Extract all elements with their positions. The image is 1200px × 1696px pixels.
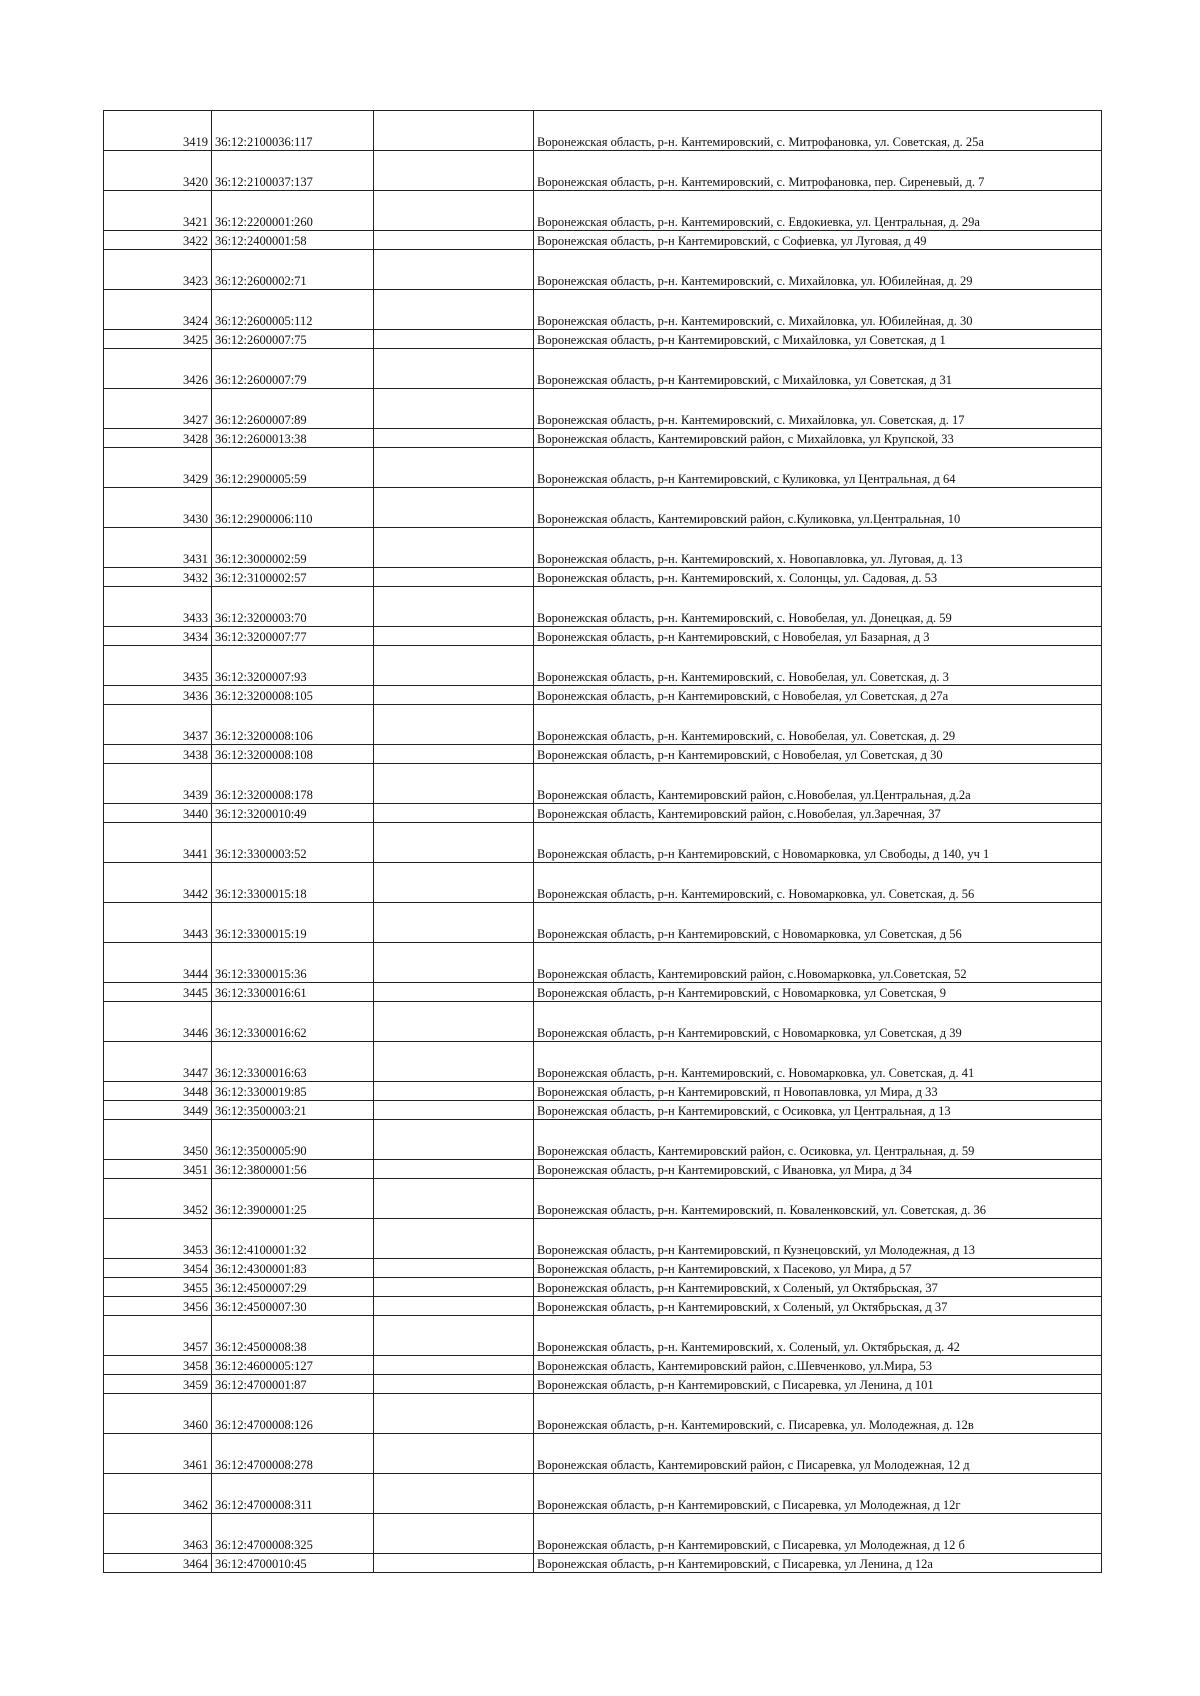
row-number-cell: 3443 <box>104 903 212 943</box>
row-number-cell: 3426 <box>104 349 212 389</box>
address-cell: Воронежская область, р-н. Кантемировский, с. Новобелая, ул. Донецкая, д. 59 <box>534 587 1102 627</box>
empty-cell <box>374 1514 534 1554</box>
row-number-cell: 3440 <box>104 804 212 823</box>
cadastral-number-cell: 36:12:3200007:93 <box>212 646 374 686</box>
empty-cell <box>374 429 534 448</box>
row-number-cell: 3456 <box>104 1297 212 1316</box>
cadastral-number-cell: 36:12:3200008:178 <box>212 764 374 804</box>
address-cell: Воронежская область, Кантемировский район, с.Новомарковка, ул.Советская, 52 <box>534 943 1102 983</box>
cadastral-number-cell: 36:12:4100001:32 <box>212 1219 374 1259</box>
address-cell: Воронежская область, Кантемировский район, с.Новобелая, ул.Заречная, 37 <box>534 804 1102 823</box>
address-cell: Воронежская область, р-н Кантемировский, с Софиевка, ул Луговая, д 49 <box>534 231 1102 250</box>
cadastral-number-cell: 36:12:3300016:61 <box>212 983 374 1002</box>
row-number-cell: 3460 <box>104 1394 212 1434</box>
cadastral-number-cell: 36:12:2600007:89 <box>212 389 374 429</box>
address-cell: Воронежская область, р-н Кантемировский, с Писаревка, ул Ленина, д 101 <box>534 1375 1102 1394</box>
table-row <box>104 823 1102 863</box>
table-row <box>104 330 1102 349</box>
table-row <box>104 1394 1102 1434</box>
table-row <box>104 1042 1102 1082</box>
address-cell: Воронежская область, Кантемировский район, с. Осиковка, ул. Центральная, д. 59 <box>534 1120 1102 1160</box>
row-number-cell: 3438 <box>104 745 212 764</box>
row-number-cell: 3455 <box>104 1278 212 1297</box>
table-row <box>104 389 1102 429</box>
empty-cell <box>374 151 534 191</box>
cadastral-number-cell: 36:12:2600005:112 <box>212 290 374 330</box>
cadastral-number-cell: 36:12:3200008:105 <box>212 686 374 705</box>
empty-cell <box>374 1375 534 1394</box>
cadastral-number-cell: 36:12:4500007:30 <box>212 1297 374 1316</box>
table-row <box>104 349 1102 389</box>
address-cell: Воронежская область, р-н. Кантемировский, с. Михайловка, ул. Юбилейная, д. 29 <box>534 250 1102 290</box>
address-cell: Воронежская область, р-н Кантемировский, х Соленый, ул Октябрьская, 37 <box>534 1278 1102 1297</box>
empty-cell <box>374 1434 534 1474</box>
cadastral-number-cell: 36:12:4700008:278 <box>212 1434 374 1474</box>
table-row <box>104 1474 1102 1514</box>
empty-cell <box>374 686 534 705</box>
address-cell: Воронежская область, р-н. Кантемировский, с. Писаревка, ул. Молодежная, д. 12в <box>534 1394 1102 1434</box>
empty-cell <box>374 448 534 488</box>
row-number-cell: 3437 <box>104 705 212 745</box>
empty-cell <box>374 1316 534 1356</box>
address-cell: Воронежская область, р-н Кантемировский, с Новомарковка, ул Советская, 9 <box>534 983 1102 1002</box>
address-cell: Воронежская область, р-н Кантемировский, с Новомарковка, ул Свободы, д 140, уч 1 <box>534 823 1102 863</box>
address-cell: Воронежская область, р-н Кантемировский, с Осиковка, ул Центральная, д 13 <box>534 1101 1102 1120</box>
cadastral-number-cell: 36:12:3200008:106 <box>212 705 374 745</box>
table-row <box>104 1434 1102 1474</box>
address-cell: Воронежская область, р-н Кантемировский, с Михайловка, ул Советская, д 1 <box>534 330 1102 349</box>
table-row <box>104 764 1102 804</box>
table-row <box>104 1554 1102 1573</box>
address-cell: Воронежская область, р-н. Кантемировский, с. Новобелая, ул. Советская, д. 3 <box>534 646 1102 686</box>
empty-cell <box>374 290 534 330</box>
address-cell: Воронежская область, р-н. Кантемировский, х. Солонцы, ул. Садовая, д. 53 <box>534 568 1102 587</box>
row-number-cell: 3430 <box>104 488 212 528</box>
table-row <box>104 1219 1102 1259</box>
table-row <box>104 1101 1102 1120</box>
cadastral-number-cell: 36:12:4500008:38 <box>212 1316 374 1356</box>
address-cell: Воронежская область, р-н. Кантемировский, с. Новомарковка, ул. Советская, д. 56 <box>534 863 1102 903</box>
row-number-cell: 3445 <box>104 983 212 1002</box>
row-number-cell: 3434 <box>104 627 212 646</box>
table-row <box>104 250 1102 290</box>
empty-cell <box>374 983 534 1002</box>
table-row <box>104 488 1102 528</box>
empty-cell <box>374 764 534 804</box>
table-row <box>104 1002 1102 1042</box>
table-row <box>104 111 1102 151</box>
cadastral-number-cell: 36:12:2900006:110 <box>212 488 374 528</box>
table-row <box>104 231 1102 250</box>
address-cell: Воронежская область, р-н Кантемировский, с Новомарковка, ул Советская, д 56 <box>534 903 1102 943</box>
empty-cell <box>374 1179 534 1219</box>
row-number-cell: 3423 <box>104 250 212 290</box>
empty-cell <box>374 587 534 627</box>
empty-cell <box>374 528 534 568</box>
row-number-cell: 3442 <box>104 863 212 903</box>
property-table <box>103 110 1102 1573</box>
address-cell: Воронежская область, р-н. Кантемировский, с. Новомарковка, ул. Советская, д. 41 <box>534 1042 1102 1082</box>
row-number-cell: 3449 <box>104 1101 212 1120</box>
address-cell: Воронежская область, р-н Кантемировский, х Пасеково, ул Мира, д 57 <box>534 1259 1102 1278</box>
empty-cell <box>374 705 534 745</box>
address-cell: Воронежская область, р-н. Кантемировский, х. Новопавловка, ул. Луговая, д. 13 <box>534 528 1102 568</box>
address-cell: Воронежская область, р-н Кантемировский, с Михайловка, ул Советская, д 31 <box>534 349 1102 389</box>
empty-cell <box>374 330 534 349</box>
address-cell: Воронежская область, р-н Кантемировский, с Новобелая, ул Советская, д 27а <box>534 686 1102 705</box>
table-row <box>104 587 1102 627</box>
row-number-cell: 3436 <box>104 686 212 705</box>
cadastral-number-cell: 36:12:2600007:79 <box>212 349 374 389</box>
empty-cell <box>374 250 534 290</box>
table-row <box>104 1179 1102 1219</box>
address-cell: Воронежская область, р-н Кантемировский, с Писаревка, ул Молодежная, д 12г <box>534 1474 1102 1514</box>
address-cell: Воронежская область, р-н Кантемировский, с Ивановка, ул Мира, д 34 <box>534 1160 1102 1179</box>
empty-cell <box>374 389 534 429</box>
empty-cell <box>374 1042 534 1082</box>
cadastral-number-cell: 36:12:2100036:117 <box>212 111 374 151</box>
empty-cell <box>374 1219 534 1259</box>
cadastral-number-cell: 36:12:3300019:85 <box>212 1082 374 1101</box>
empty-cell <box>374 943 534 983</box>
row-number-cell: 3462 <box>104 1474 212 1514</box>
row-number-cell: 3431 <box>104 528 212 568</box>
address-cell: Воронежская область, р-н Кантемировский, с Писаревка, ул Молодежная, д 12 б <box>534 1514 1102 1554</box>
address-cell: Воронежская область, р-н Кантемировский, п Новопавловка, ул Мира, д 33 <box>534 1082 1102 1101</box>
row-number-cell: 3428 <box>104 429 212 448</box>
row-number-cell: 3422 <box>104 231 212 250</box>
row-number-cell: 3441 <box>104 823 212 863</box>
address-cell: Воронежская область, р-н. Кантемировский, п. Коваленковский, ул. Советская, д. 36 <box>534 1179 1102 1219</box>
address-cell: Воронежская область, р-н Кантемировский, с Писаревка, ул Ленина, д 12а <box>534 1554 1102 1573</box>
cadastral-number-cell: 36:12:4700008:325 <box>212 1514 374 1554</box>
cadastral-number-cell: 36:12:2900005:59 <box>212 448 374 488</box>
cadastral-number-cell: 36:12:2200001:260 <box>212 191 374 231</box>
cadastral-number-cell: 36:12:3300015:19 <box>212 903 374 943</box>
cadastral-number-cell: 36:12:4600005:127 <box>212 1356 374 1375</box>
row-number-cell: 3457 <box>104 1316 212 1356</box>
row-number-cell: 3459 <box>104 1375 212 1394</box>
empty-cell <box>374 1160 534 1179</box>
row-number-cell: 3425 <box>104 330 212 349</box>
row-number-cell: 3421 <box>104 191 212 231</box>
row-number-cell: 3452 <box>104 1179 212 1219</box>
table-row <box>104 1514 1102 1554</box>
empty-cell <box>374 823 534 863</box>
cadastral-number-cell: 36:12:3300016:62 <box>212 1002 374 1042</box>
empty-cell <box>374 349 534 389</box>
table-row <box>104 1356 1102 1375</box>
cadastral-number-cell: 36:12:3000002:59 <box>212 528 374 568</box>
row-number-cell: 3451 <box>104 1160 212 1179</box>
address-cell: Воронежская область, Кантемировский район, с Писаревка, ул Молодежная, 12 д <box>534 1434 1102 1474</box>
row-number-cell: 3420 <box>104 151 212 191</box>
empty-cell <box>374 488 534 528</box>
row-number-cell: 3432 <box>104 568 212 587</box>
table-row <box>104 1316 1102 1356</box>
table-row <box>104 1259 1102 1278</box>
row-number-cell: 3419 <box>104 111 212 151</box>
cadastral-number-cell: 36:12:3900001:25 <box>212 1179 374 1219</box>
table-row <box>104 1120 1102 1160</box>
empty-cell <box>374 231 534 250</box>
empty-cell <box>374 568 534 587</box>
table-row <box>104 290 1102 330</box>
property-table-body <box>104 111 1102 1573</box>
address-cell: Воронежская область, р-н. Кантемировский, с. Митрофановка, ул. Советская, д. 25а <box>534 111 1102 151</box>
cadastral-number-cell: 36:12:4700010:45 <box>212 1554 374 1573</box>
table-row <box>104 863 1102 903</box>
empty-cell <box>374 1394 534 1434</box>
table-row <box>104 627 1102 646</box>
table-row <box>104 983 1102 1002</box>
table-row <box>104 686 1102 705</box>
table-row <box>104 943 1102 983</box>
row-number-cell: 3454 <box>104 1259 212 1278</box>
cadastral-number-cell: 36:12:3200008:108 <box>212 745 374 764</box>
cadastral-number-cell: 36:12:3500005:90 <box>212 1120 374 1160</box>
address-cell: Воронежская область, р-н Кантемировский, п Кузнецовский, ул Молодежная, д 13 <box>534 1219 1102 1259</box>
empty-cell <box>374 1082 534 1101</box>
row-number-cell: 3448 <box>104 1082 212 1101</box>
table-row <box>104 804 1102 823</box>
empty-cell <box>374 745 534 764</box>
address-cell: Воронежская область, р-н. Кантемировский, х. Соленый, ул. Октябрьская, д. 42 <box>534 1316 1102 1356</box>
row-number-cell: 3453 <box>104 1219 212 1259</box>
empty-cell <box>374 1474 534 1514</box>
empty-cell <box>374 903 534 943</box>
empty-cell <box>374 804 534 823</box>
empty-cell <box>374 1259 534 1278</box>
table-row <box>104 528 1102 568</box>
address-cell: Воронежская область, р-н Кантемировский, с Новобелая, ул Базарная, д 3 <box>534 627 1102 646</box>
cadastral-number-cell: 36:12:4700008:311 <box>212 1474 374 1514</box>
empty-cell <box>374 1356 534 1375</box>
address-cell: Воронежская область, р-н. Кантемировский, с. Михайловка, ул. Советская, д. 17 <box>534 389 1102 429</box>
cadastral-number-cell: 36:12:4300001:83 <box>212 1259 374 1278</box>
table-row <box>104 1160 1102 1179</box>
row-number-cell: 3463 <box>104 1514 212 1554</box>
address-cell: Воронежская область, Кантемировский район, с Михайловка, ул Крупской, 33 <box>534 429 1102 448</box>
address-cell: Воронежская область, Кантемировский район, с.Куликовка, ул.Центральная, 10 <box>534 488 1102 528</box>
address-cell: Воронежская область, р-н. Кантемировский, с. Евдокиевка, ул. Центральная, д. 29а <box>534 191 1102 231</box>
empty-cell <box>374 111 534 151</box>
row-number-cell: 3461 <box>104 1434 212 1474</box>
address-cell: Воронежская область, р-н Кантемировский, с Новомарковка, ул Советская, д 39 <box>534 1002 1102 1042</box>
row-number-cell: 3435 <box>104 646 212 686</box>
row-number-cell: 3439 <box>104 764 212 804</box>
cadastral-number-cell: 36:12:3300003:52 <box>212 823 374 863</box>
empty-cell <box>374 646 534 686</box>
address-cell: Воронежская область, Кантемировский район, с.Шевченково, ул.Мира, 53 <box>534 1356 1102 1375</box>
address-cell: Воронежская область, р-н. Кантемировский, с. Новобелая, ул. Советская, д. 29 <box>534 705 1102 745</box>
address-cell: Воронежская область, р-н Кантемировский, х Соленый, ул Октябрьская, д 37 <box>534 1297 1102 1316</box>
table-row <box>104 448 1102 488</box>
row-number-cell: 3447 <box>104 1042 212 1082</box>
table-row <box>104 1375 1102 1394</box>
table-row <box>104 1278 1102 1297</box>
row-number-cell: 3424 <box>104 290 212 330</box>
address-cell: Воронежская область, р-н Кантемировский, с Новобелая, ул Советская, д 30 <box>534 745 1102 764</box>
cadastral-number-cell: 36:12:2400001:58 <box>212 231 374 250</box>
address-cell: Воронежская область, р-н Кантемировский, с Куликовка, ул Центральная, д 64 <box>534 448 1102 488</box>
table-row <box>104 568 1102 587</box>
address-cell: Воронежская область, р-н. Кантемировский, с. Митрофановка, пер. Сиреневый, д. 7 <box>534 151 1102 191</box>
empty-cell <box>374 191 534 231</box>
table-row <box>104 429 1102 448</box>
table-row <box>104 151 1102 191</box>
address-cell: Воронежская область, Кантемировский район, с.Новобелая, ул.Центральная, д.2а <box>534 764 1102 804</box>
cadastral-number-cell: 36:12:3200007:77 <box>212 627 374 646</box>
row-number-cell: 3444 <box>104 943 212 983</box>
cadastral-number-cell: 36:12:3300016:63 <box>212 1042 374 1082</box>
cadastral-number-cell: 36:12:3200003:70 <box>212 587 374 627</box>
cadastral-number-cell: 36:12:3300015:36 <box>212 943 374 983</box>
cadastral-number-cell: 36:12:4500007:29 <box>212 1278 374 1297</box>
cadastral-number-cell: 36:12:3300015:18 <box>212 863 374 903</box>
empty-cell <box>374 1278 534 1297</box>
row-number-cell: 3433 <box>104 587 212 627</box>
table-row <box>104 191 1102 231</box>
cadastral-number-cell: 36:12:4700001:87 <box>212 1375 374 1394</box>
row-number-cell: 3458 <box>104 1356 212 1375</box>
cadastral-number-cell: 36:12:4700008:126 <box>212 1394 374 1434</box>
row-number-cell: 3464 <box>104 1554 212 1573</box>
cadastral-number-cell: 36:12:3100002:57 <box>212 568 374 587</box>
cadastral-number-cell: 36:12:2100037:137 <box>212 151 374 191</box>
address-cell: Воронежская область, р-н. Кантемировский, с. Михайловка, ул. Юбилейная, д. 30 <box>534 290 1102 330</box>
table-row <box>104 1082 1102 1101</box>
empty-cell <box>374 627 534 646</box>
empty-cell <box>374 1101 534 1120</box>
cadastral-number-cell: 36:12:3200010:49 <box>212 804 374 823</box>
cadastral-number-cell: 36:12:3800001:56 <box>212 1160 374 1179</box>
empty-cell <box>374 863 534 903</box>
empty-cell <box>374 1002 534 1042</box>
cadastral-number-cell: 36:12:2600007:75 <box>212 330 374 349</box>
row-number-cell: 3427 <box>104 389 212 429</box>
empty-cell <box>374 1120 534 1160</box>
cadastral-number-cell: 36:12:2600013:38 <box>212 429 374 448</box>
table-row <box>104 1297 1102 1316</box>
row-number-cell: 3450 <box>104 1120 212 1160</box>
table-row <box>104 903 1102 943</box>
table-row <box>104 705 1102 745</box>
empty-cell <box>374 1297 534 1316</box>
cadastral-number-cell: 36:12:2600002:71 <box>212 250 374 290</box>
empty-cell <box>374 1554 534 1573</box>
table-row <box>104 745 1102 764</box>
table-row <box>104 646 1102 686</box>
cadastral-number-cell: 36:12:3500003:21 <box>212 1101 374 1120</box>
row-number-cell: 3446 <box>104 1002 212 1042</box>
row-number-cell: 3429 <box>104 448 212 488</box>
